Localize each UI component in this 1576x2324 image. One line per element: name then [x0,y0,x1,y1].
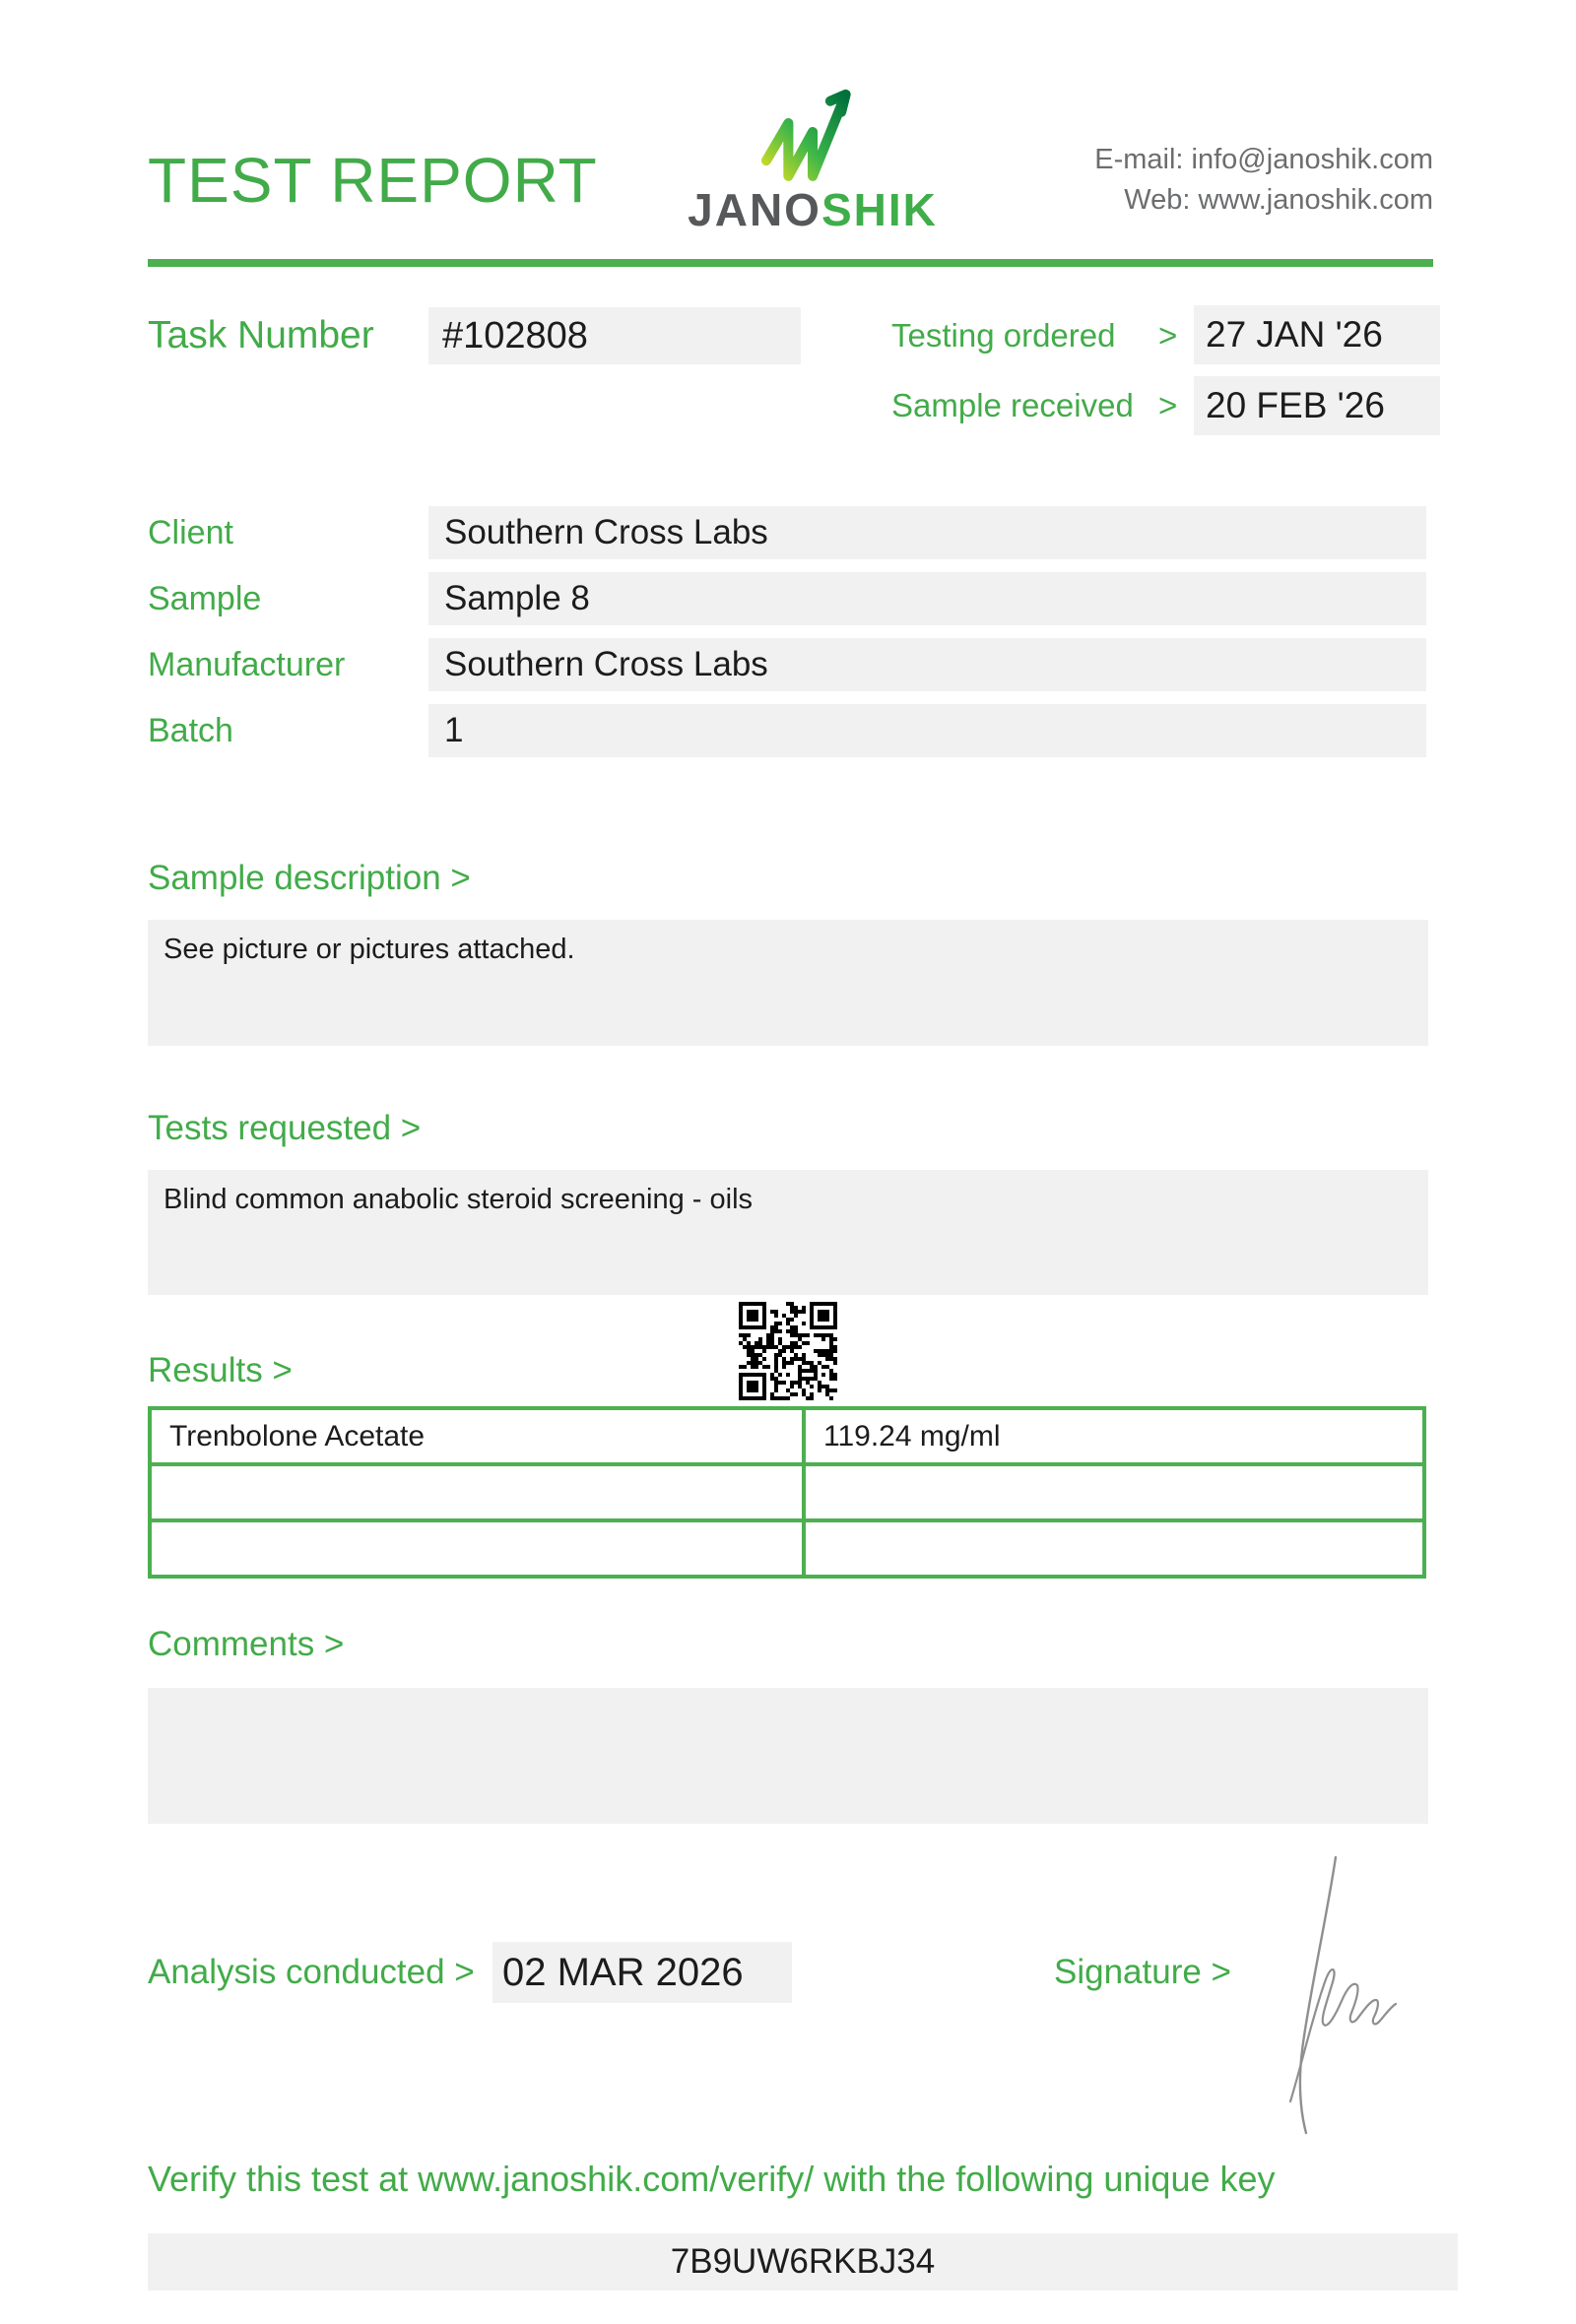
qr-code [739,1302,837,1400]
brand-name [680,184,946,235]
header-divider [148,259,1433,267]
client-value: Southern Cross Labs [428,506,1426,559]
table-row [152,1462,1422,1518]
sample-value: Sample 8 [428,572,1426,625]
sample-received-arrow: > [1158,387,1178,423]
brand-logo [680,77,946,235]
task-number-label: Task Number [148,314,374,356]
unique-key: 7B9UW6RKBJ34 [148,2233,1458,2291]
task-number-value: #102808 [428,307,801,364]
manufacturer-label: Manufacturer [148,646,346,683]
signature-label: Signature > [1054,1953,1231,1991]
contact-web: Web: www.janoshik.com [1124,184,1433,216]
verify-instruction: Verify this test at www.janoshik.com/verify/ with the following unique key [148,2159,1276,2199]
analysis-conducted-date: 02 MAR 2026 [492,1942,792,2003]
result-value [806,1522,1422,1575]
result-value [806,1466,1422,1518]
testing-ordered-label: Testing ordered [891,317,1116,354]
growth-chart-icon [748,77,878,187]
contact-email: E-mail: info@janoshik.com [1094,144,1433,175]
tests-requested-heading: Tests requested > [148,1109,422,1147]
sample-description-text: See picture or pictures attached. [148,920,1428,1046]
sample-received-date: 20 FEB '26 [1194,376,1440,435]
handwritten-signature [1271,1853,1409,2144]
brand-name-left: JANO [688,184,821,235]
results-table [148,1406,1426,1579]
batch-label: Batch [148,712,233,749]
result-analyte [152,1466,806,1518]
comments-text [148,1688,1428,1824]
result-value: 119.24 mg/ml [823,1419,1001,1452]
results-heading: Results > [148,1351,293,1389]
analysis-conducted-label: Analysis conducted > [148,1953,475,1991]
sample-description-heading: Sample description > [148,859,471,897]
sample-received-label: Sample received [891,387,1134,423]
tests-requested-text: Blind common anabolic steroid screening - oils [148,1170,1428,1295]
table-row [152,1410,1422,1462]
testing-ordered-arrow: > [1158,317,1178,354]
testing-ordered-date: 27 JAN '26 [1194,305,1440,364]
comments-heading: Comments > [148,1625,345,1663]
result-analyte: Trenbolone Acetate [152,1410,806,1462]
sample-label: Sample [148,580,262,617]
table-row [152,1518,1422,1575]
signature-scribble [1271,1853,1409,2144]
brand-name-right: SHIK [821,184,938,235]
contact-info [1094,140,1433,221]
client-label: Client [148,514,233,551]
result-analyte [152,1522,806,1575]
page-title: TEST REPORT [148,145,598,216]
manufacturer-value: Southern Cross Labs [428,638,1426,691]
batch-value: 1 [428,704,1426,757]
